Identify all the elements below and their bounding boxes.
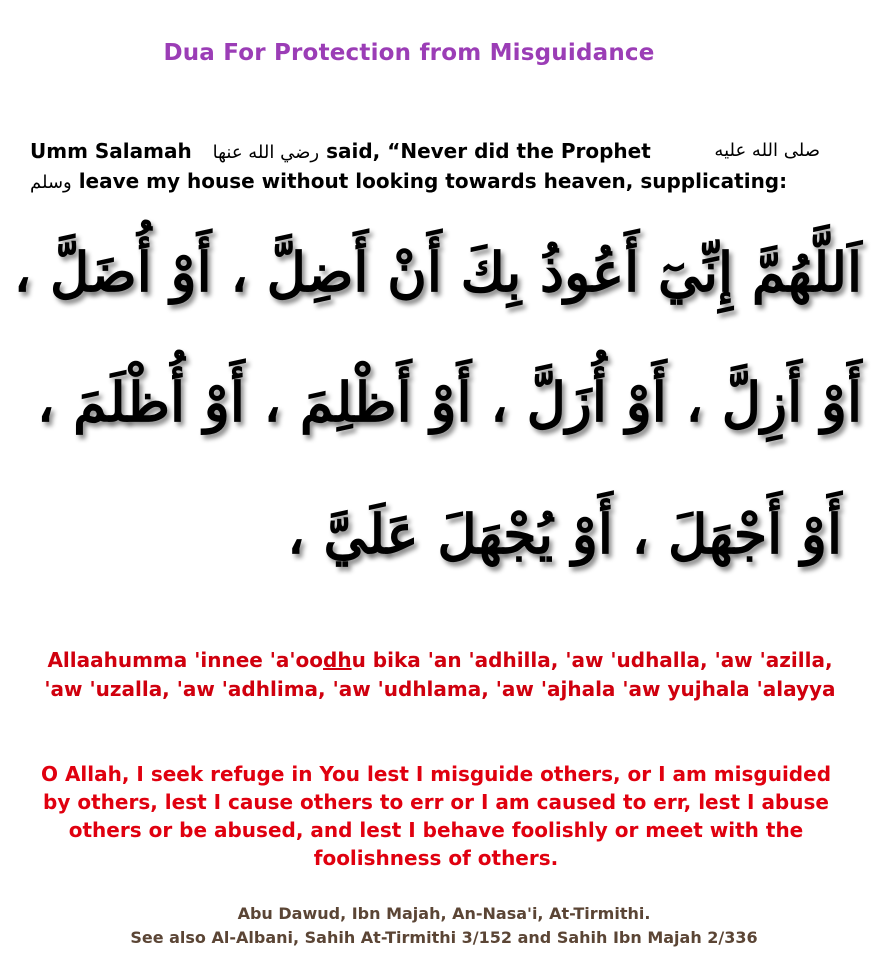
source-reference: [0, 902, 872, 950]
salutation-text-2: وسلم: [30, 172, 72, 193]
transliteration-underlined: dh: [323, 648, 352, 672]
arabic-line-3: أَوْ أَجْهَلَ ، أَوْ يُجْهَلَ عَلَيَّ ،: [287, 502, 842, 566]
narrator-name: Umm Salamah: [30, 139, 192, 163]
intro-line-2: [30, 166, 820, 196]
source-line-2: See also Al-Albani, Sahih At-Tirmithi 3/152 and Sahih Ibn Majah 2/336: [130, 928, 758, 947]
translation: O Allah, I seek refuge in You lest I misguide others, or I am misguided by others, lest I cause others to err or I am caused to err, lest I abuse others or be abused, and lest I behave foolishly or meet with the foolishness of others.: [40, 762, 832, 870]
intro-line-1: [30, 136, 820, 166]
transliteration: [40, 646, 840, 704]
source-line-1: Abu Dawud, Ibn Majah, An-Nasa'i, At-Tirmithi.: [237, 904, 651, 923]
salutation-text-1: صلى الله عليه: [714, 140, 820, 161]
intro-rest-text: leave my house without looking towards heaven, supplicating:: [78, 169, 788, 193]
intro-paragraph: [30, 136, 820, 196]
arabic-line-1: اَللَّهُمَّ إِنِّيٓ أَعُوذُ بِكَ أَنْ أَضِلَّ ، أَوْ أُضَلَّ ،: [13, 240, 862, 304]
transliteration-part-1: Allaahumma 'innee 'a'oo: [47, 648, 324, 672]
intro-said-text: said, “Never did the Prophet: [326, 139, 651, 163]
arabic-line-2: أَوْ أَزِلَّ ، أَوْ أُزَلَّ ، أَوْ أَظْلِمَ ، أَوْ أُظْلَمَ ،: [36, 370, 862, 434]
page-title: Dua For Protection from Misguidance: [163, 40, 655, 66]
transliteration-part-2: u bika 'an 'adhilla, 'aw 'udhalla, 'aw 'azilla, 'aw 'uzalla, 'aw 'adhlima, 'aw 'udhlama, 'aw 'ajhala 'aw yujhala 'alayya: [44, 648, 836, 701]
honorific-text: رضي الله عنها: [212, 142, 320, 163]
